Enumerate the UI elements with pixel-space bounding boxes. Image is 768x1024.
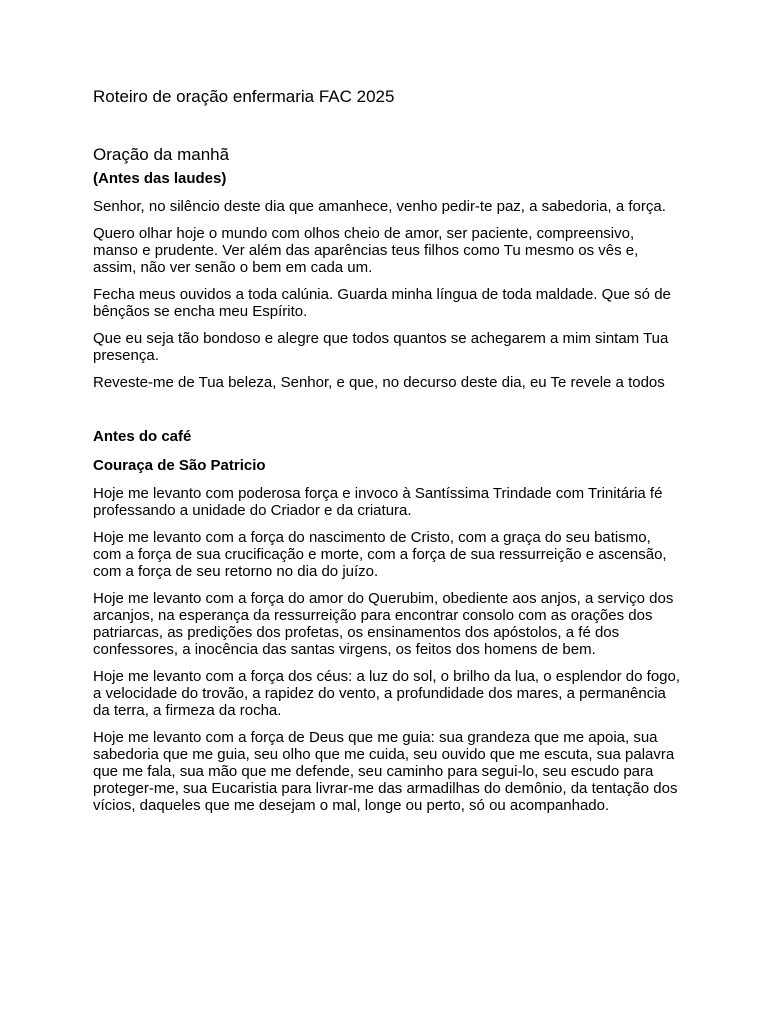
morning-paragraph-5: Reveste-me de Tua beleza, Senhor, e que, no decurso deste dia, eu Te revele a todos	[93, 374, 665, 391]
breakfast-paragraph-5: Hoje me levanto com a força de Deus que me guia: sua grandeza que me apoia, sua sabedoria que me guia, seu olho que me cuida, seu ouvido que me escuta, sua palavra que me fala, sua mão que me defende, seu caminho para segui-lo, seu escudo para proteger-me, sua Eucaristia para livrar-me das armadilhas do demônio, da tentação dos vícios, daqueles que me desejam o mal, longe ou perto, só ou acompanhado.	[93, 729, 678, 814]
document-page	[93, 86, 683, 814]
document-title: Roteiro de oração enfermaria FAC 2025	[93, 87, 395, 106]
morning-paragraph-3: Fecha meus ouvidos a toda calúnia. Guarda minha língua de toda maldade. Que só de bênçãos se encha meu Espírito.	[93, 286, 671, 320]
morning-prayer-heading: Oração da manhã	[93, 145, 230, 164]
morning-paragraph-2: Quero olhar hoje o mundo com olhos cheio de amor, ser paciente, compreensivo, manso e prudente. Ver além das aparências teus filhos como Tu mesmo os vês e, assim, não ver senão o bem em cada um.	[93, 225, 639, 276]
breakfast-paragraph-1: Hoje me levanto com poderosa força e invoco à Santíssima Trindade com Trinitária fé professando a unidade do Criador e da criatura.	[93, 485, 663, 519]
breakfast-heading: Antes do café	[93, 428, 192, 445]
breakfast-paragraph-3: Hoje me levanto com a força do amor do Querubim, obediente aos anjos, a serviço dos arcanjos, na esperança da ressurreição para encontrar consolo com as orações dos patriarcas, as predições dos profetas, os ensinamentos dos apóstolos, a fé dos confessores, a inocência das santas virgens, os feitos dos homens de bem.	[93, 590, 674, 658]
breakfast-paragraph-2: Hoje me levanto com a força do nascimento de Cristo, com a graça do seu batismo, com a força de sua crucificação e morte, com a força de sua ressurreição e ascensão, com a força de seu retorno no dia do juízo.	[93, 529, 667, 580]
morning-paragraph-1: Senhor, no silêncio deste dia que amanhece, venho pedir-te paz, a sabedoria, a força.	[93, 198, 666, 215]
breakfast-subheading: Couraça de São Patricio	[93, 457, 266, 474]
breakfast-paragraph-4: Hoje me levanto com a força dos céus: a luz do sol, o brilho da lua, o esplendor do fogo, a velocidade do trovão, a rapidez do vento, a profundidade dos mares, a permanência da terra, a firmeza da rocha.	[93, 668, 681, 719]
morning-prayer-subheading: (Antes das laudes)	[93, 170, 227, 187]
morning-paragraph-4: Que eu seja tão bondoso e alegre que todos quantos se achegarem a mim sintam Tua presença.	[93, 330, 669, 364]
